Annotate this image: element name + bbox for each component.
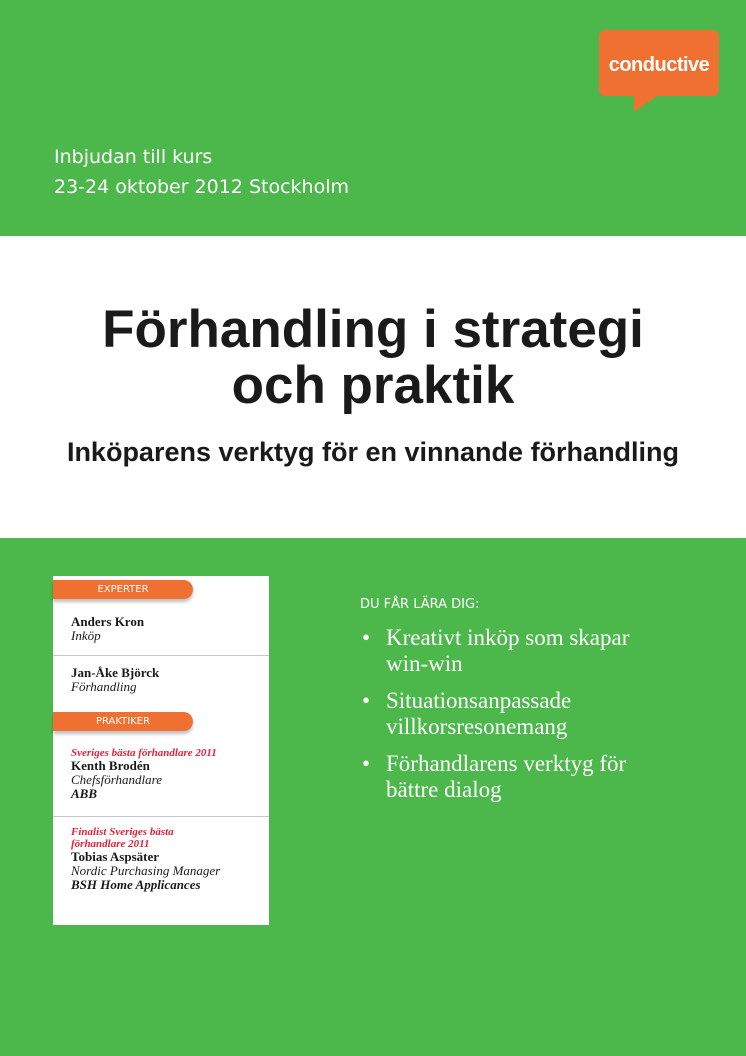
divider	[53, 655, 269, 656]
practitioner-name: Kenth Brodén	[71, 758, 150, 773]
practitioner-name: Tobias Aspsäter	[71, 849, 160, 864]
logo-text: conductive	[608, 54, 710, 76]
practitioner-org: ABB	[71, 786, 98, 801]
conductive-logo	[599, 30, 719, 96]
award-text: Sveriges bästa förhandlare 2011	[71, 747, 217, 759]
learn-item	[362, 688, 702, 740]
learn-heading: DU FÅR LÄRA DIG:	[360, 597, 480, 612]
course-title	[0, 302, 746, 414]
expert-item	[71, 615, 144, 643]
practitioner-role: Nordic Purchasing Manager	[71, 863, 221, 878]
bullet-icon: •	[362, 688, 371, 713]
divider	[53, 816, 269, 817]
practitioner-item	[71, 747, 217, 801]
learn-item-line1: Situationsanpassade	[386, 688, 572, 713]
invite-text: Inbjudan till kurs	[54, 146, 213, 168]
learn-item-line1: Kreativt inköp som skapar	[386, 625, 630, 650]
award-text-line1: Finalist Sveriges bästa	[71, 826, 174, 838]
course-title-line2: och praktik	[231, 356, 515, 415]
learn-list	[362, 625, 702, 814]
bullet-icon: •	[362, 625, 371, 650]
experts-tag: EXPERTER	[53, 580, 193, 599]
practitioners-tag: PRAKTIKER	[53, 712, 193, 731]
speakers-card	[53, 576, 269, 925]
logo-speech-tail	[634, 94, 660, 112]
expert-role: Förhandling	[71, 679, 137, 694]
practitioner-org: BSH Home Applicances	[71, 877, 201, 892]
learn-item-line2: win-win	[386, 651, 463, 676]
course-subtitle: Inköparens verktyg för en vinnande förhandling	[66, 437, 680, 467]
learn-item-line2: villkorsresonemang	[386, 714, 568, 739]
bullet-icon: •	[362, 751, 371, 776]
practitioner-role: Chefsförhandlare	[71, 772, 163, 787]
award-text-line2: förhandlare 2011	[71, 838, 150, 850]
learn-item-line2: bättre dialog	[386, 777, 502, 802]
learn-item	[362, 625, 702, 677]
expert-name: Anders Kron	[71, 614, 145, 629]
practitioner-item	[71, 826, 220, 892]
expert-name: Jan-Åke Björck	[71, 665, 160, 680]
learn-item	[362, 751, 702, 803]
course-title-line1: Förhandling i strategi	[102, 300, 644, 359]
date-place-text: 23-24 oktober 2012 Stockholm	[54, 176, 349, 198]
learn-item-line1: Förhandlarens verktyg för	[386, 751, 627, 776]
expert-role: Inköp	[71, 628, 101, 643]
expert-item	[71, 666, 159, 694]
